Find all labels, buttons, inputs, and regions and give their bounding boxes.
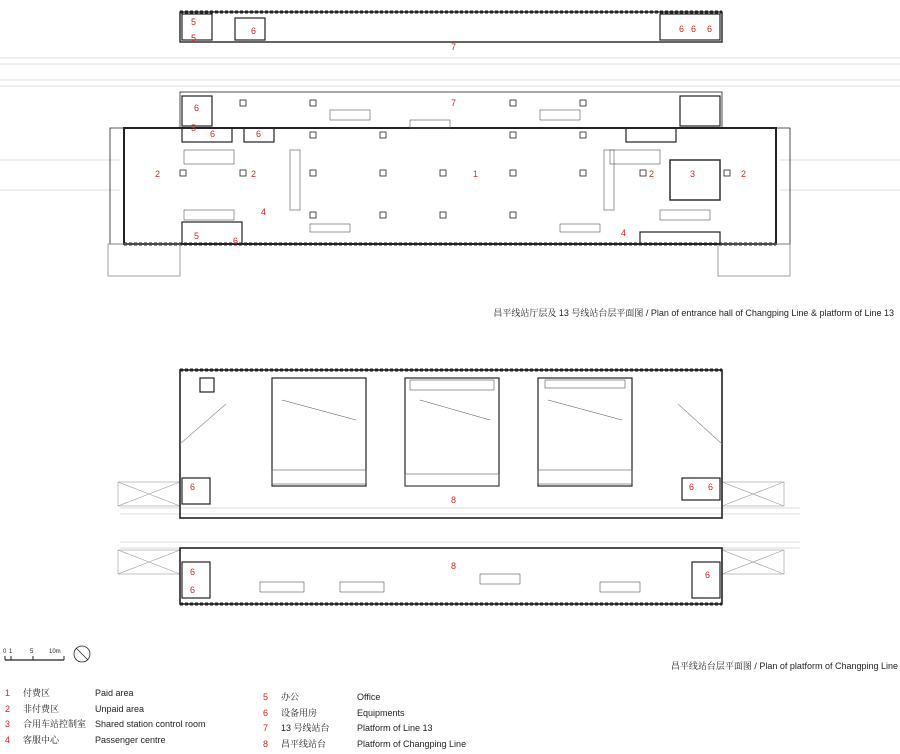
- legend-item: 1 付费区 Paid area: [5, 688, 134, 698]
- room-label: 4: [621, 228, 627, 238]
- plan1-caption: 昌平线站厅层及 13 号线站台层平面图 / Plan of entrance hall of Changping Line & platform of Line 13: [493, 308, 894, 318]
- scale-label: 10m: [49, 649, 61, 655]
- room-label: 6: [679, 24, 685, 34]
- room-label: 6: [708, 482, 714, 492]
- room-label: 5: [191, 33, 197, 43]
- north-arrow-icon: [74, 646, 90, 662]
- room-label: 1: [473, 169, 479, 179]
- room-label: 6: [256, 129, 262, 139]
- scale-label: 1: [9, 649, 13, 655]
- legend-item: 6 设备用房 Equipments: [263, 707, 405, 718]
- room-label: 8: [451, 495, 457, 505]
- scale-label: 0: [3, 649, 7, 655]
- room-label: 6: [190, 482, 196, 492]
- legend-item: 7 13 号线站台 Platform of Line 13: [263, 723, 433, 733]
- scale-label: 5: [30, 649, 34, 655]
- plan2-drawing: [118, 370, 800, 604]
- legend-item: 3 合用车站控制室 Shared station control room: [5, 719, 206, 729]
- legend-item: 8 昌平线站台 Platform of Changping Line: [263, 738, 467, 749]
- room-label: 2: [741, 169, 747, 179]
- legend-item: 4 客服中心 Passenger centre: [5, 734, 166, 745]
- room-label: 2: [251, 169, 257, 179]
- scale-bar: [5, 656, 64, 660]
- room-label: 3: [690, 169, 696, 179]
- room-label: 5: [191, 17, 197, 27]
- plan1-drawing: [0, 12, 900, 276]
- room-label: 6: [190, 585, 196, 595]
- room-label: 6: [194, 103, 200, 113]
- room-label: 6: [689, 482, 695, 492]
- legend-right: [263, 690, 466, 752]
- legend-left: [5, 686, 206, 748]
- room-label: 6: [210, 129, 216, 139]
- room-label: 5: [194, 231, 200, 241]
- room-label: 2: [649, 169, 655, 179]
- room-label: 5: [191, 123, 197, 133]
- room-label: 7: [451, 42, 457, 52]
- room-label: 6: [251, 26, 257, 36]
- room-label: 6: [190, 567, 196, 577]
- room-label: 7: [451, 98, 457, 108]
- room-label: 2: [155, 169, 161, 179]
- room-label: 4: [261, 207, 267, 217]
- room-label: 6: [691, 24, 697, 34]
- legend-item: 5 办公 Office: [263, 692, 381, 702]
- plan2-caption: 昌平线站台层平面图 / Plan of platform of Changping Line: [670, 661, 898, 671]
- room-label: 8: [451, 561, 457, 571]
- legend-item: 2 非付费区 Unpaid area: [5, 703, 145, 714]
- room-label: 6: [707, 24, 713, 34]
- room-label: 6: [705, 570, 711, 580]
- room-label: 6: [233, 236, 239, 246]
